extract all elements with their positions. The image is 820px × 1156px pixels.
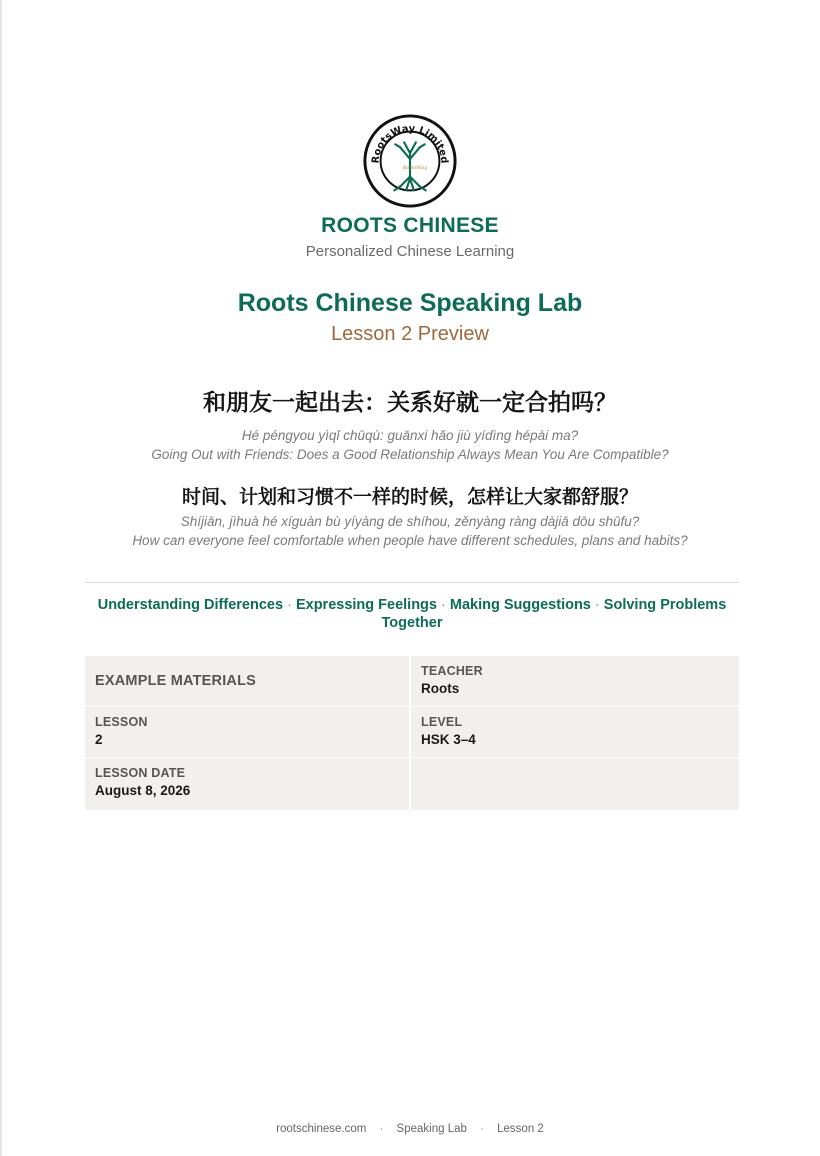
brand-block	[0, 214, 820, 260]
sub-question-pinyin: Shíjiān, jìhuà hé xíguàn bù yíyàng de shíhou, zěnyàng ràng dàjiā dōu shūfu?	[180, 514, 640, 529]
topic-item: Understanding Differences	[97, 597, 284, 613]
sub-question-chinese: 时间、计划和习惯不一样的时候，怎样让大家都舒服？	[181, 486, 638, 508]
svg-text:RootsWay: RootsWay	[402, 164, 428, 171]
lab-title: Roots Chinese Speaking Lab	[237, 289, 583, 317]
brand-tagline: Personalized Chinese Learning	[305, 243, 515, 260]
sub-question	[0, 482, 820, 548]
teacher-value: Roots	[421, 681, 460, 696]
empty-cell	[411, 758, 739, 810]
sub-question-english: How can everyone feel comfortable when people have different schedules, plans and habits?	[132, 533, 688, 548]
lesson-preview-subtitle: Lesson 2 Preview	[331, 323, 489, 345]
svg-text:RootsWay Limited: RootsWay Limited	[370, 123, 450, 164]
topic-separator: ·	[594, 597, 600, 613]
lesson-value: 2	[95, 732, 103, 747]
topics-list	[85, 596, 739, 632]
level-label: LEVEL	[421, 715, 463, 729]
footer-separator: ·	[480, 1123, 484, 1135]
rootsway-logo-icon	[361, 112, 459, 210]
section-divider	[85, 582, 739, 583]
teacher-label: TEACHER	[421, 664, 483, 678]
main-question-english: Going Out with Friends: Does a Good Relationship Always Mean You Are Compatible?	[151, 447, 669, 462]
topic-item: Expressing Feelings	[295, 597, 437, 613]
main-question-pinyin: Hé péngyou yìqǐ chūqù: guānxi hǎo jiù yídìng hépài ma?	[241, 428, 579, 443]
level-cell	[411, 707, 739, 758]
topic-item: Making Suggestions	[449, 597, 591, 613]
info-heading-cell	[85, 656, 411, 707]
page-footer	[0, 1123, 820, 1135]
main-question-chinese: 和朋友一起出去：关系好就一定合拍吗？	[203, 390, 617, 416]
topic-separator: ·	[287, 597, 292, 613]
topic-separator: ·	[441, 597, 446, 613]
lesson-date-cell	[85, 758, 411, 810]
lesson-info-table	[85, 656, 739, 810]
footer-section: Speaking Lab	[396, 1123, 467, 1135]
brand-name: ROOTS CHINESE	[321, 214, 499, 237]
main-question	[0, 384, 820, 462]
lesson-label: LESSON	[95, 715, 148, 729]
logo-container	[0, 112, 820, 210]
lesson-date-label: LESSON DATE	[95, 766, 186, 780]
lesson-date-value: August 8, 2026	[95, 783, 191, 798]
footer-site-link[interactable]: rootschinese.com	[276, 1123, 367, 1135]
level-value: HSK 3–4	[421, 732, 476, 747]
lesson-cell	[85, 707, 411, 758]
teacher-cell	[411, 656, 739, 707]
footer-lesson: Lesson 2	[497, 1123, 544, 1135]
topic-item: Solving Problems Together	[381, 597, 727, 631]
example-materials-heading: EXAMPLE MATERIALS	[95, 673, 257, 689]
footer-separator: ·	[379, 1123, 384, 1135]
